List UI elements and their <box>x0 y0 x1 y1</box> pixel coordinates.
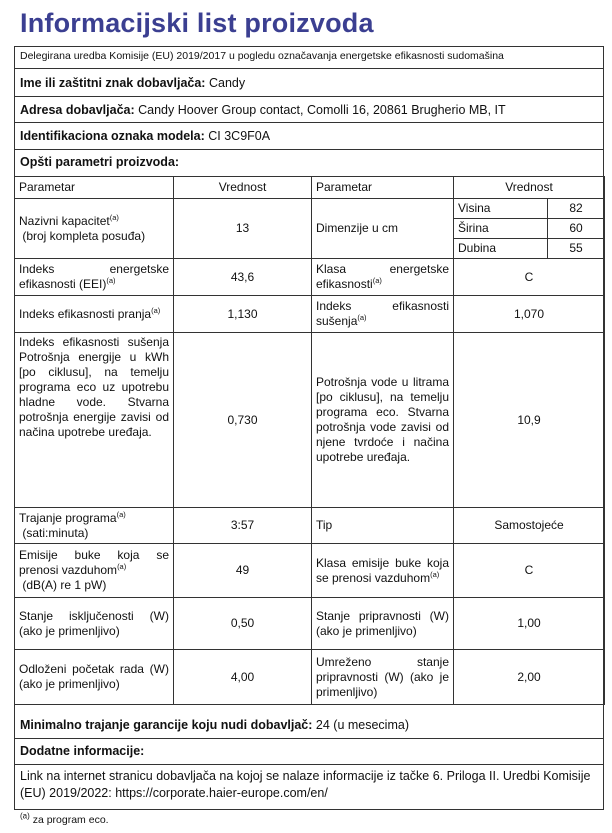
networked-standby-label: Umreženo stanje pripravnosti (W) (ako je primenljivo) <box>312 650 454 705</box>
general-heading: Opšti parametri proizvoda: <box>20 155 180 169</box>
duration-label: Trajanje programa$^{(a)}$ (sati:minuta) <box>15 508 174 544</box>
table-row <box>15 296 605 333</box>
divider <box>14 149 604 150</box>
page-title: Informacijski list proizvoda <box>20 8 374 38</box>
noise-label: Emisije buke koja se prenosi vazduhom$^{(a)}$ (dB(A) re 1 pW) <box>15 544 174 598</box>
eei-value: 43,6 <box>174 259 312 296</box>
delay-start-value: 4,00 <box>174 650 312 705</box>
noise-class-value: C <box>454 544 605 598</box>
divider <box>14 68 604 69</box>
energy-class-value: C <box>454 259 605 296</box>
header-parameter: Parametar <box>312 177 454 199</box>
eei-label: Indeks energetske efikasnosti (EEI)$^{(a)}$ <box>15 259 174 296</box>
energy-consumption-value: 0,730 <box>174 333 312 508</box>
dimensions-label: Dimenzije u cm <box>312 199 454 259</box>
header-value: Vrednost <box>174 177 312 199</box>
footnote-mark: (a) <box>20 811 30 821</box>
height-label: Visina <box>454 199 548 219</box>
type-label: Tip <box>312 508 454 544</box>
networked-standby-value: 2,00 <box>454 650 605 705</box>
off-mode-label: Stanje isključenosti (W) (ako je primenljivo) <box>15 598 174 650</box>
off-mode-value: 0,50 <box>174 598 312 650</box>
regulation-subtitle: Delegirana uredba Komisije (EU) 2019/2017 u pogledu označavanja energetske efikasnosti sudomašina <box>20 50 504 62</box>
energy-class-label: Klasa energetske efikasnosti$^{(a)}$ <box>312 259 454 296</box>
table-header-row <box>15 177 605 199</box>
delay-start-label: Odloženi početak rada (W) (ako je primenljivo) <box>15 650 174 705</box>
width-value: 60 <box>548 219 605 239</box>
table-row <box>15 598 605 650</box>
warranty-label: Minimalno trajanje garancije koju nudi dobavljač: <box>20 718 313 732</box>
model-value: CI 3C9F0A <box>208 129 271 143</box>
supplier-label: Ime ili zaštitni znak dobavljača: <box>20 76 206 90</box>
divider <box>14 738 604 739</box>
model-label: Identifikaciona oznaka modela: <box>20 129 205 143</box>
depth-label: Dubina <box>454 239 548 259</box>
address-label: Adresa dobavljača: <box>20 103 135 117</box>
standby-label: Stanje pripravnosti (W) (ako je primenljivo) <box>312 598 454 650</box>
table-row <box>15 333 605 508</box>
standby-value: 1,00 <box>454 598 605 650</box>
table-row <box>15 259 605 296</box>
drying-label: Indeks efikasnosti sušenja$^{(a)}$ <box>312 296 454 333</box>
warranty-row <box>20 718 409 732</box>
additional-info-text: Link na internet stranicu dobavljača na kojoj se nalaze informacije iz tačke 6. Priloga II. Uredbi Komisije (EU) 2019/2022: https://corporate.haier-europe.com/en/ <box>20 769 591 800</box>
noise-value: 49 <box>174 544 312 598</box>
capacity-label: Nazivni kapacitet$^{(a)}$ (broj kompleta posuđa) <box>15 199 174 259</box>
divider <box>14 122 604 123</box>
height-value: 82 <box>548 199 605 219</box>
supplier-row <box>20 76 245 90</box>
capacity-value: 13 <box>174 199 312 259</box>
parameters-table <box>14 176 605 705</box>
water-consumption-value: 10,9 <box>454 333 605 508</box>
model-row <box>20 129 270 143</box>
table-row <box>15 650 605 705</box>
noise-class-label: Klasa emisije buke koja se prenosi vazduhom$^{(a)}$ <box>312 544 454 598</box>
cleaning-label: Indeks efikasnosti pranja$^{(a)}$ <box>15 296 174 333</box>
warranty-value: 24 (u mesecima) <box>315 718 409 732</box>
address-value: Candy Hoover Group contact, Comolli 16, 20861 Brugherio MB, IT <box>138 103 506 117</box>
cleaning-value: 1,130 <box>174 296 312 333</box>
address-row <box>20 103 506 117</box>
table-row <box>15 199 605 259</box>
water-consumption-label: Potrošnja vode u litrama [po ciklusu], na temelju programa eco. Stvarna potrošnja vode zavisi od njene tvrdoće i načina upotrebe uređaja. <box>312 333 454 508</box>
width-label: Širina <box>454 219 548 239</box>
drying-value: 1,070 <box>454 296 605 333</box>
dimensions-values <box>454 199 605 259</box>
footnote-text: za program eco. <box>32 814 109 826</box>
divider <box>14 764 604 765</box>
type-value: Samostojeće <box>454 508 605 544</box>
additional-heading: Dodatne informacije: <box>20 744 145 758</box>
footnote <box>20 811 109 826</box>
energy-consumption-label: Indeks efikasnosti sušenja Potrošnja energije u kWh [po ciklusu], na temelju programa eco uz upotrebu hladne vode. Stvarna potrošnja energije zavisi od načina upotrebe uređaja. <box>15 333 174 508</box>
header-value: Vrednost <box>454 177 605 199</box>
supplier-value: Candy <box>208 76 246 90</box>
header-parameter: Parametar <box>15 177 174 199</box>
divider <box>14 96 604 97</box>
depth-value: 55 <box>569 241 583 255</box>
table-row <box>15 508 605 544</box>
table-row <box>15 544 605 598</box>
duration-value: 3:57 <box>174 508 312 544</box>
